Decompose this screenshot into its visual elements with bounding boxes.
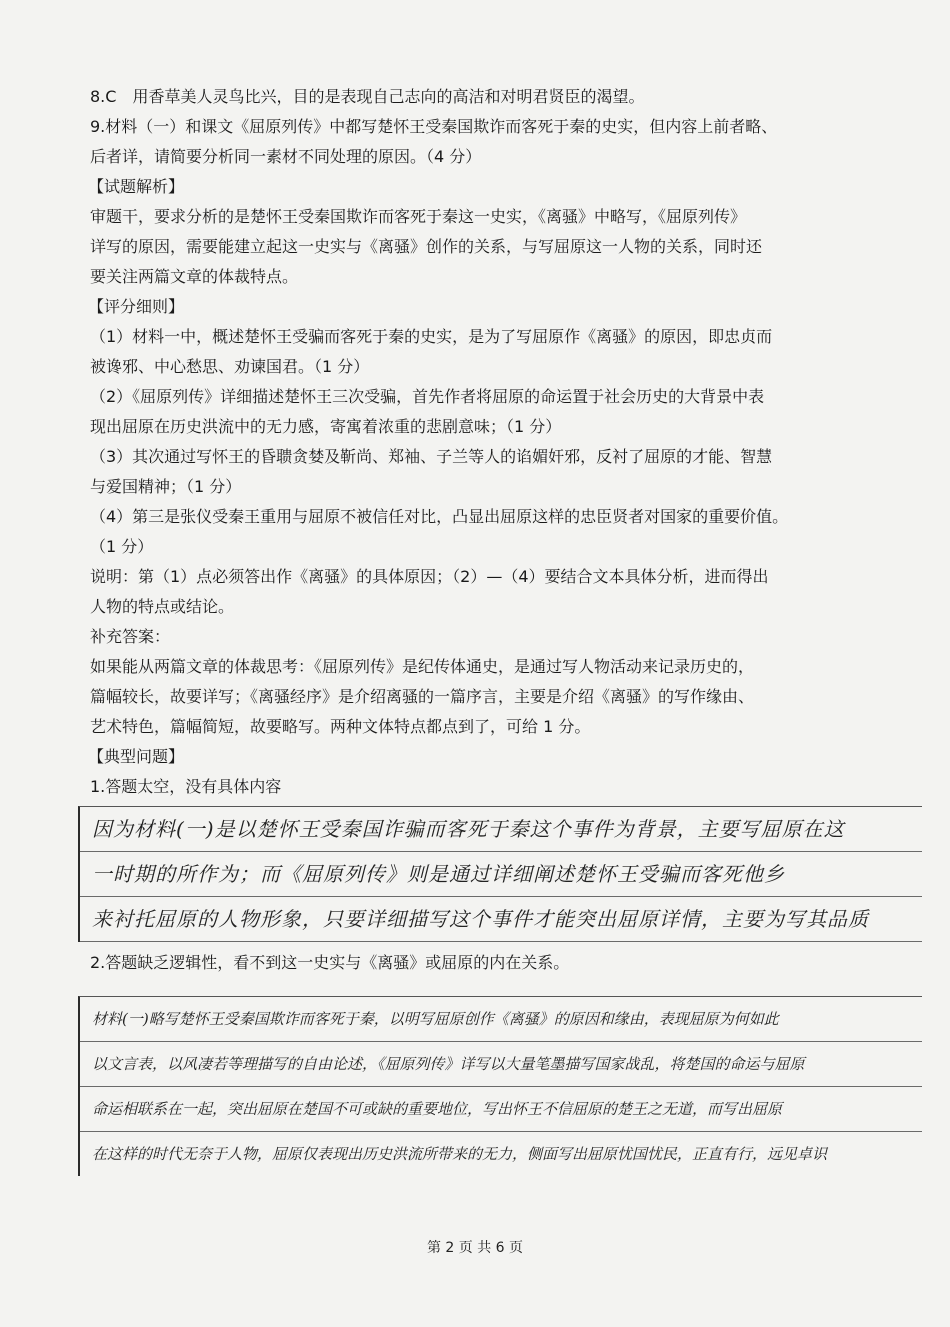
typical-title: 【典型问题】 (88, 747, 185, 766)
handwritten-line: 在这样的时代无奈于人物，屈原仅表现出历史洪流所带来的无力，侧面写出屈原忧国忧民，正直有行，远见卓识 (92, 1145, 828, 1163)
note-line: 说明：第（1）点必须答出作《离骚》的具体原因；（2）—（4）要结合文本具体分析，进而得出 (90, 567, 769, 586)
rubric-line: 与爱国精神；（1 分） (90, 477, 242, 496)
supplement-title: 补充答案： (90, 627, 171, 646)
analysis-line: 审题干，要求分析的是楚怀王受秦国欺诈而客死于秦这一史实，《离骚》中略写，《屈原列传》 (90, 207, 747, 226)
analysis-line: 要关注两篇文章的体裁特点。 (90, 267, 299, 286)
rubric-line: （2）《屈原列传》详细描述楚怀王三次受骗，首先作者将屈原的命运置于社会历史的大背景中表 (90, 387, 765, 406)
handwritten-line: 命运相联系在一起，突出屈原在楚国不可或缺的重要地位，写出怀王不信屈原的楚王之无道，而写出屈原 (92, 1100, 783, 1118)
page-footer: 第 2 页 共 6 页 (426, 1240, 524, 1256)
ruled-line (80, 941, 922, 942)
supplement-line: 艺术特色，篇幅简短，故要略写。两种文体特点都点到了，可给 1 分。 (90, 717, 591, 736)
rubric-line: （1 分） (90, 537, 154, 556)
handwritten-line: 以文言表，以风凄若等理描写的自由论述，《屈原列传》详写以大量笔墨描写国家战乱，将楚国的命运与屈原 (92, 1055, 805, 1073)
handwritten-sample-2 (78, 996, 922, 1176)
typical-item-2: 2.答题缺乏逻辑性，看不到这一史实与《离骚》或屈原的内在关系。 (90, 953, 570, 972)
note-line: 人物的特点或结论。 (90, 597, 235, 616)
question-9-line-1: 9.材料（一）和课文《屈原列传》中都写楚怀王受秦国欺诈而客死于秦的史实，但内容上前者略、 (90, 117, 778, 136)
analysis-title: 【试题解析】 (88, 177, 185, 196)
rubric-line: （1）材料一中，概述楚怀王受骗而客死于秦的史实，是为了写屈原作《离骚》的原因，即忠贞而 (90, 327, 773, 346)
handwritten-line: 材料(一)略写楚怀王受秦国欺诈而客死于秦，以明写屈原创作《离骚》的原因和缘由，表现屈原为何如此 (92, 1010, 779, 1028)
rubric-line: 现出屈原在历史洪流中的无力感，寄寓着浓重的悲剧意味；（1 分） (90, 417, 562, 436)
rubric-line: 被谗邪、中心愁思、劝谏国君。（1 分） (90, 357, 370, 376)
rubric-line: （3）其次通过写怀王的昏聩贪婪及靳尚、郑袖、子兰等人的谄媚奸邪，反衬了屈原的才能、智慧 (90, 447, 773, 466)
supplement-line: 如果能从两篇文章的体裁思考：《屈原列传》是纪传体通史，是通过写人物活动来记录历史的， (90, 657, 755, 676)
handwritten-line: 因为材料(一)是以楚怀王受秦国诈骗而客死于秦这个事件为背景，主要写屈原在这 (92, 817, 845, 841)
question-9-line-2: 后者详，请简要分析同一素材不同处理的原因。（4 分） (90, 147, 482, 166)
handwritten-line: 来衬托屈原的人物形象，只要详细描写这个事件才能突出屈原详情，主要为写其品质 (92, 907, 869, 931)
rubric-line: （4）第三是张仪受秦王重用与屈原不被信任对比，凸显出屈原这样的忠臣贤者对国家的重要价值。 (90, 507, 789, 526)
answer-8: 8.C 用香草美人灵鸟比兴，目的是表现自己志向的高洁和对明君贤臣的渴望。 (90, 87, 645, 106)
handwritten-sample-1 (78, 806, 922, 942)
page-content (90, 82, 920, 1182)
analysis-line: 详写的原因，需要能建立起这一史实与《离骚》创作的关系，与写屈原这一人物的关系，同时还 (90, 237, 763, 256)
handwritten-line: 一时期的所作为；而《屈原列传》则是通过详细阐述楚怀王受骗而客死他乡 (92, 862, 785, 886)
rubric-title: 【评分细则】 (88, 297, 185, 316)
typical-item-1: 1.答题太空，没有具体内容 (90, 777, 282, 796)
supplement-line: 篇幅较长，故要详写；《离骚经序》是介绍离骚的一篇序言，主要是介绍《离骚》的写作缘由、 (90, 687, 755, 706)
